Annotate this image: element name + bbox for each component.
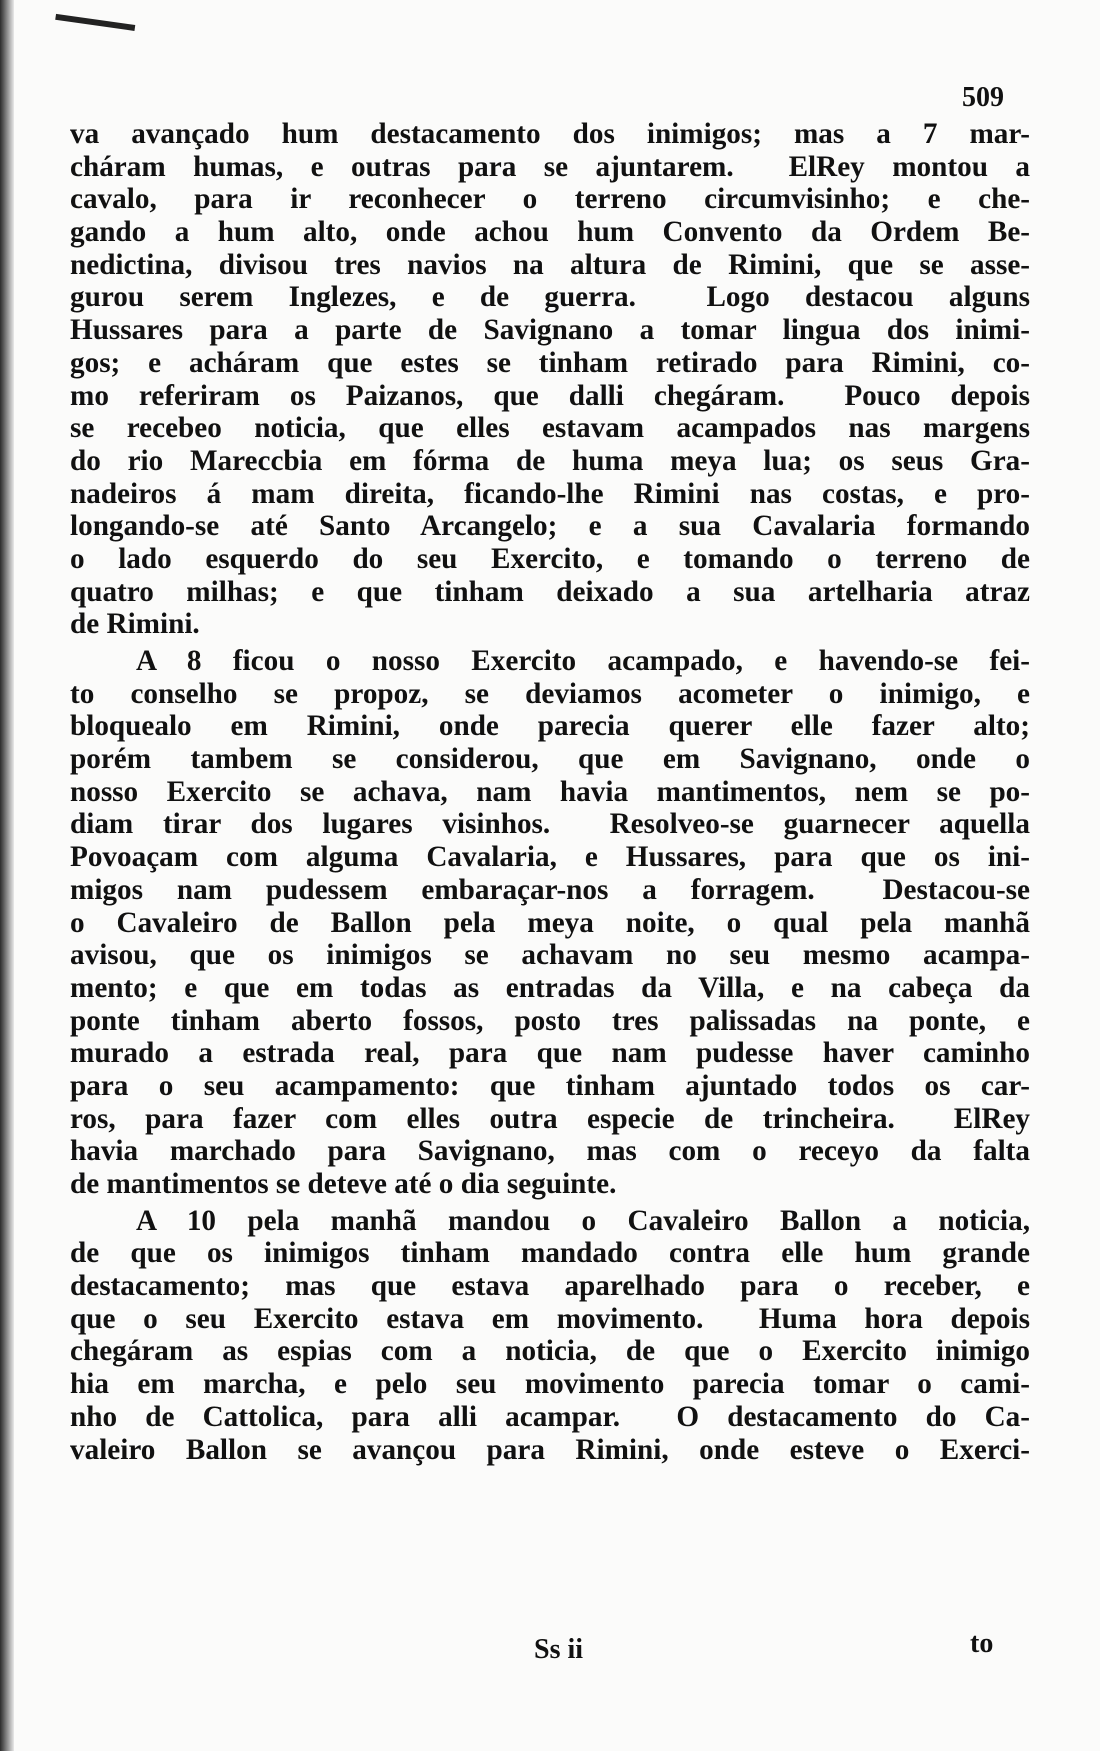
text-line-22: diam tirar dos lugares visinhos. Resolveo-se guarnecer aquella xyxy=(70,808,1030,841)
text-line-37: que o seu Exercito estava em movimento. Huma hora depois xyxy=(70,1302,1030,1335)
body-text xyxy=(70,118,1030,1466)
text-line-41: valeiro Ballon se avançou para Rimini, onde esteve o Exerci- xyxy=(70,1433,1030,1466)
text-line-25: o Cavaleiro de Ballon pela meya noite, o qual pela manhã xyxy=(70,906,1030,939)
printer-signature: Ss ii xyxy=(534,1634,584,1665)
text-line-9: mo referiram os Paizanos, que dalli chegáram. Pouco depois xyxy=(70,379,1030,412)
page-gutter-shadow xyxy=(0,0,14,1751)
text-line-8: gos; e acháram que estes se tinham retirado para Rimini, co- xyxy=(70,346,1030,379)
text-line-3: cavalo, para ir reconhecer o terreno circumvisinho; e che- xyxy=(70,183,1030,216)
text-line-14: o lado esquerdo do seu Exercito, e tomando o terreno de xyxy=(70,542,1030,575)
corner-ink-mark xyxy=(55,0,137,31)
text-line-30: para o seu acampamento: que tinham ajuntado todos os car- xyxy=(70,1069,1030,1102)
text-line-39: hia em marcha, e pelo seu movimento parecia tomar o cami- xyxy=(70,1368,1030,1401)
text-line-26: avisou, que os inimigos se achavam no seu mesmo acampa- xyxy=(70,939,1030,972)
text-line-27: mento; e que em todas as entradas da Villa, e na cabeça da xyxy=(70,971,1030,1004)
text-line-17: A 8 ficou o nosso Exercito acampado, e havendo-se fei- xyxy=(136,645,1030,677)
text-line-13: longando-se até Santo Arcangelo; e a sua Cavalaria formando xyxy=(70,510,1030,543)
text-line-33: de mantimentos se deteve até o dia seguinte. xyxy=(70,1168,617,1200)
text-line-12: nadeiros á mam direita, ficando-lhe Rimini nas costas, e pro- xyxy=(70,477,1030,510)
text-line-15: quatro milhas; e que tinham deixado a sua artelharia atraz xyxy=(70,575,1030,608)
text-line-29: murado a estrada real, para que nam pudesse haver caminho xyxy=(70,1037,1030,1070)
text-line-36: destacamento; mas que estava aparelhado para o receber, e xyxy=(70,1270,1030,1303)
text-line-2: cháram humas, e outras para se ajuntarem. ElRey montou a xyxy=(70,150,1030,183)
text-line-4: gando a hum alto, onde achou hum Convento da Ordem Be- xyxy=(70,216,1030,249)
text-line-21: nosso Exercito se achava, nam havia mantimentos, nem se po- xyxy=(70,775,1030,808)
catchword: to xyxy=(970,1628,994,1659)
text-line-10: se recebeo noticia, que elles estavam acampados nas margens xyxy=(70,412,1030,445)
text-line-19: bloquealo em Rimini, onde parecia querer elle fazer alto; xyxy=(70,710,1030,743)
text-line-24: migos nam pudessem embaraçar-nos a forragem. Destacou-se xyxy=(70,873,1030,906)
text-line-7: Hussares para a parte de Savignano a tomar lingua dos inimi- xyxy=(70,314,1030,347)
text-line-1: va avançado hum destacamento dos inimigos; mas a 7 mar- xyxy=(70,118,1030,150)
text-line-16: de Rimini. xyxy=(70,608,200,641)
text-line-38: chegáram as espias com a noticia, de que o Exercito inimigo xyxy=(70,1335,1030,1368)
text-line-32: havia marchado para Savignano, mas com o receyo da falta xyxy=(70,1135,1030,1168)
text-line-35: de que os inimigos tinham mandado contra elle hum grande xyxy=(70,1237,1030,1270)
text-line-6: gurou serem Inglezes, e de guerra. Logo destacou alguns xyxy=(70,281,1030,314)
text-line-34: A 10 pela manhã mandou o Cavaleiro Ballon a noticia, xyxy=(136,1204,1030,1237)
text-line-28: ponte tinham aberto fossos, posto tres palissadas na ponte, e xyxy=(70,1004,1030,1037)
text-line-31: ros, para fazer com elles outra especie de trincheira. ElRey xyxy=(70,1102,1030,1135)
text-line-11: do rio Mareccbia em fórma de huma meya lua; os seus Gra- xyxy=(70,444,1030,477)
text-line-40: nho de Cattolica, para alli acampar. O destacamento do Ca- xyxy=(70,1400,1030,1433)
page-number: 509 xyxy=(962,82,1004,113)
text-line-20: porém tambem se considerou, que em Savignano, onde o xyxy=(70,743,1030,776)
text-line-18: to conselho se propoz, se deviamos acometer o inimigo, e xyxy=(70,677,1030,710)
text-line-5: nedictina, divisou tres navios na altura de Rimini, que se asse- xyxy=(70,248,1030,281)
text-line-23: Povoaçam com alguma Cavalaria, e Hussares, para que os ini- xyxy=(70,841,1030,874)
